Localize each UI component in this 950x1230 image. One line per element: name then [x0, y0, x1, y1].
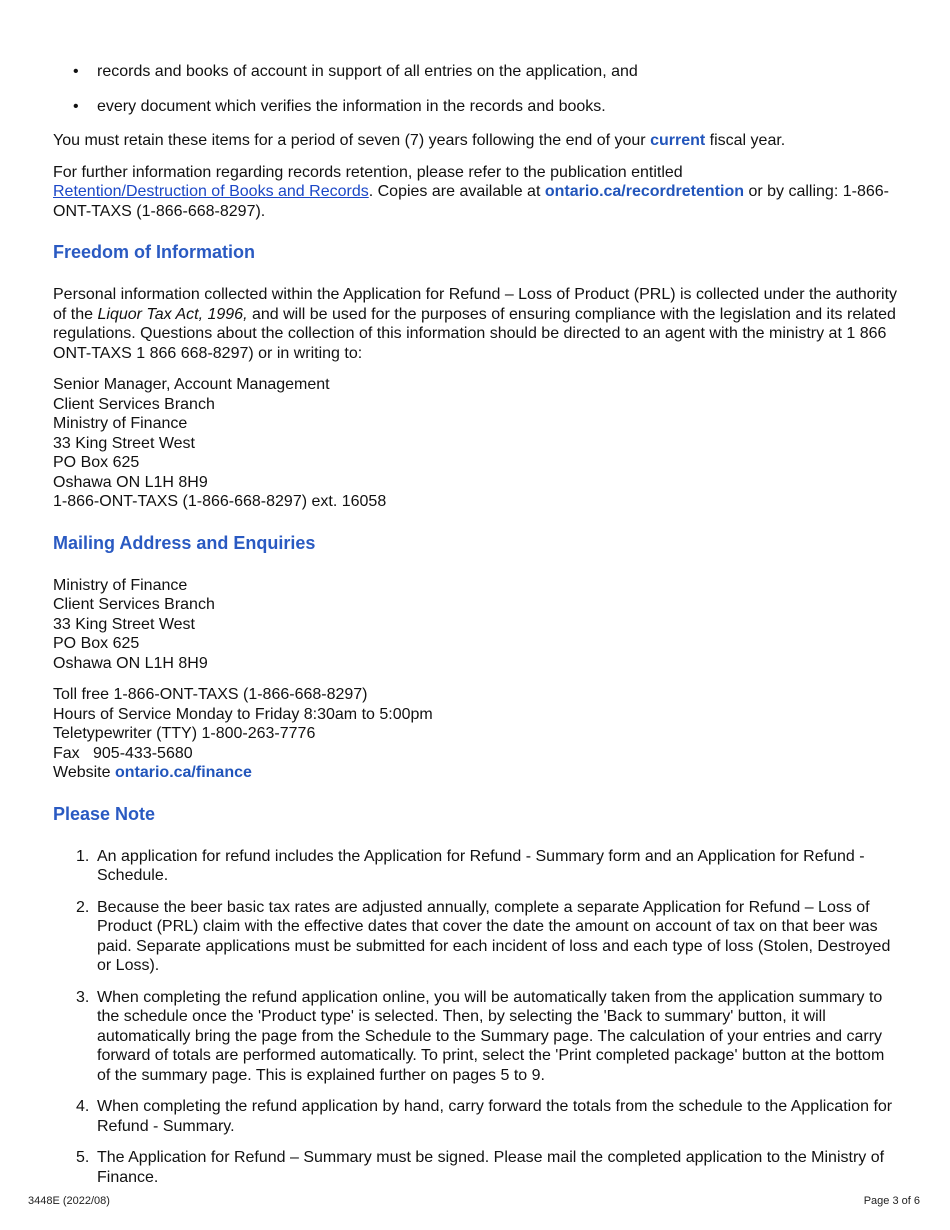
act-name: Liquor Tax Act, 1996, [97, 305, 248, 323]
document-body [53, 62, 898, 1199]
current-emphasis: current [650, 132, 706, 149]
recordretention-link[interactable]: ontario.ca/recordretention [544, 183, 744, 200]
list-item: 2. Because the beer basic tax rates are adjusted annually, complete a separate Application for Refund – Loss of Product (PRL) claim with the effective dates that cover the date the amount on account of tax on that beer was paid. Separate applications must be submitted for each incident of loss and each type of loss (Stolen, Destroyed or Loss). [76, 898, 891, 974]
retention-publication-link[interactable]: Retention/Destruction of Books and Records [53, 183, 369, 200]
list-item: 5. The Application for Refund – Summary must be signed. Please mail the completed application to the Ministry of Finance. [76, 1149, 885, 1186]
foi-paragraph: Personal information collected within the Application for Refund – Loss of Product (PRL) is collected under the authority of the Liquor Tax Act, 1996, and will be used for the purposes of ensuring compliance with the legislation and its related regulations. Questions about the collection of this information should be directed to an agent with the ministry at 1 866 ONT-TAXS 1 866 668-8297) or in writing to: [53, 286, 898, 362]
note-heading: Please Note [53, 803, 156, 824]
contact-info: Toll free 1-866-ONT-TAXS (1-866-668-8297) Hours of Service Monday to Friday 8:30am to 5:00pm Teletypewriter (TTY) 1-800-263-7776 Fax 905-433-5680 Website ontario.ca/finance [53, 686, 433, 781]
mailing-heading: Mailing Address and Enquiries [53, 532, 316, 553]
records-list [53, 62, 898, 116]
list-item: 3. When completing the refund application online, you will be automatically taken from the application summary to the schedule once the 'Product type' is selected. Then, by selecting the 'Back to summary' button, it will automatically bring the page from the Schedule to the Summary page. The calculation of your entries and carry forward of totals are performed automatically. To print, select the 'Print completed package' button at the bottom of the summary page. This is explained further on pages 5 to 9. [76, 988, 885, 1084]
finance-website-link[interactable]: ontario.ca/finance [114, 764, 252, 781]
bullet-icon: • [73, 63, 79, 80]
page-number: Page 3 of 6 [863, 1195, 920, 1207]
form-id: 3448E (2022/08) [28, 1195, 110, 1207]
list-item: • every document which verifies the information in the records and books. [73, 97, 606, 115]
bullet-icon: • [73, 97, 79, 115]
list-item: 1. An application for refund includes the Application for Refund - Summary form and an Application for Refund - Schedule. [76, 847, 865, 884]
list-item: • records and books of account in support of all entries on the application, and [73, 63, 638, 80]
mailing-address: Ministry of Finance Client Services Branch 33 King Street West PO Box 625 Oshawa ON L1H 8H9 [53, 576, 215, 672]
further-info-paragraph: For further information regarding records retention, please refer to the publication entitled Retention/Destruction of Books and Records. Copies are available at ontario.ca/recordretention or by calling: 1-866-ONT-TAXS (1-866-668-8297). [53, 163, 889, 220]
foi-address: Senior Manager, Account Management Client Services Branch Ministry of Finance 33 King Street West PO Box 625 Oshawa ON L1H 8H9 1-866-ONT-TAXS (1-866-668-8297) ext. 16058 [53, 376, 387, 510]
notes-list [53, 847, 898, 1188]
retention-paragraph: You must retain these items for a period of seven (7) years following the end of your current fiscal year. [53, 132, 786, 149]
list-item: 4. When completing the refund application by hand, carry forward the totals from the schedule to the Application for Refund - Summary. [76, 1098, 893, 1135]
foi-heading: Freedom of Information [53, 242, 255, 262]
